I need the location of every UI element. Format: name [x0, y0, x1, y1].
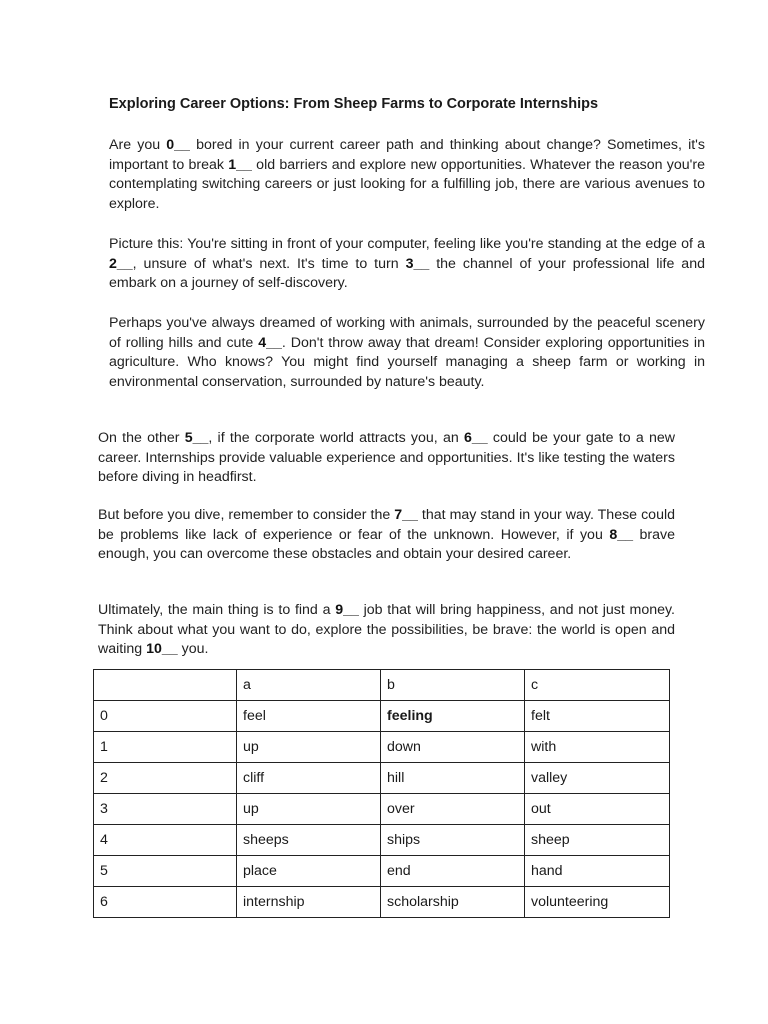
- option-cell-c: sheep: [525, 825, 670, 856]
- document-title: Exploring Career Options: From Sheep Farms to Corporate Internships: [109, 96, 599, 112]
- blank-marker: 3__: [405, 255, 430, 272]
- option-cell-a: sheeps: [237, 825, 381, 856]
- option-cell-b: scholarship: [381, 887, 525, 918]
- paragraph-text: old barriers and explore new opportunities. Whatever the reason you're contemplating switching careers or just looking for a fulfilling job, there are various avenues to explore.: [109, 156, 705, 212]
- paragraph-text: But before you dive, remember to consider the: [98, 507, 395, 523]
- paragraph-text: Are you: [109, 137, 167, 153]
- header-cell-a: a: [237, 670, 381, 701]
- table-row: [94, 856, 670, 887]
- paragraph-text: Ultimately, the main thing is to find a: [98, 602, 336, 618]
- table-row: [94, 732, 670, 763]
- table-header-row: [94, 670, 670, 701]
- question-number-cell: 0: [94, 701, 237, 732]
- option-cell-b: feeling: [381, 701, 525, 732]
- blank-marker: 5__: [184, 430, 209, 446]
- blank-marker: 1__: [228, 156, 252, 173]
- paragraph-text: Perhaps you've always dreamed of working with animals, surrounded by the peaceful scenery of rolling hills and cute: [109, 315, 705, 351]
- option-cell-c: volunteering: [525, 887, 670, 918]
- option-cell-b: hill: [381, 763, 525, 794]
- option-cell-b: down: [381, 732, 525, 763]
- paragraph-text: you.: [177, 641, 209, 658]
- answer-options-table: [93, 669, 670, 918]
- blank-marker: 2__: [109, 255, 133, 272]
- blank-marker: 10__: [146, 641, 178, 658]
- table-row: [94, 763, 670, 794]
- option-cell-c: felt: [525, 701, 670, 732]
- paragraph-text: job that will bring happiness, and not just money. Think about what you want to do, explore the possibilities, be brave: the world is open and waiting: [98, 602, 675, 658]
- question-number-cell: 1: [94, 732, 237, 763]
- paragraph-text: bored in your current career path and thinking about change? Sometimes, it's important to break: [109, 137, 705, 173]
- paragraph-text: . Don't throw away that dream! Consider exploring opportunities in agriculture. Who knows? You might find yourself managing a sheep farm or working in environmental conservation, surrounded by nature's beauty.: [109, 334, 705, 390]
- paragraph-text: Picture this: You're sitting in front of your computer, feeling like you're standing at the edge of a: [109, 236, 705, 252]
- option-cell-a: place: [237, 856, 381, 887]
- paragraph-text: brave enough, you can overcome these obstacles and obtain your desired career.: [98, 526, 676, 563]
- header-cell-c: c: [525, 670, 670, 701]
- table-row: [94, 887, 670, 918]
- paragraph-text: On the other: [98, 430, 185, 446]
- option-cell-c: valley: [525, 763, 670, 794]
- question-number-cell: 6: [94, 887, 237, 918]
- blank-marker: 9__: [335, 602, 359, 618]
- option-cell-a: internship: [237, 887, 381, 918]
- table-row: [94, 794, 670, 825]
- option-cell-a: cliff: [237, 763, 381, 794]
- table-row: [94, 701, 670, 732]
- paragraph-text: could be your gate to a new career. Internships provide valuable experience and opportunities. It's like testing the waters before diving in headfirst.: [98, 430, 675, 486]
- question-number-cell: 2: [94, 763, 237, 794]
- header-cell-blank: [94, 670, 237, 701]
- header-cell-b: b: [381, 670, 525, 701]
- question-number-cell: 3: [94, 794, 237, 825]
- paragraph-text: , unsure of what's next. It's time to turn: [132, 255, 406, 272]
- blank-marker: 4__: [258, 334, 282, 351]
- option-cell-b: over: [381, 794, 525, 825]
- paragraph-2: [109, 235, 705, 294]
- paragraph-text: the channel of your professional life and embark on a journey of self-discovery.: [109, 255, 705, 292]
- paragraph-5: [98, 506, 675, 565]
- paragraph-6: [98, 601, 675, 660]
- paragraph-text: that may stand in your way. These could be problems like lack of experience or fear of the unknown. However, if you: [98, 507, 675, 543]
- blank-marker: 8__: [609, 526, 634, 543]
- option-cell-a: feel: [237, 701, 381, 732]
- option-cell-c: out: [525, 794, 670, 825]
- paragraph-3: [109, 314, 705, 392]
- paragraph-4: [98, 429, 675, 488]
- table-row: [94, 825, 670, 856]
- blank-marker: 0__: [166, 137, 190, 153]
- option-cell-c: with: [525, 732, 670, 763]
- option-cell-b: ships: [381, 825, 525, 856]
- option-cell-c: hand: [525, 856, 670, 887]
- option-cell-a: up: [237, 794, 381, 825]
- paragraph-text: , if the corporate world attracts you, an: [208, 430, 464, 446]
- option-cell-b: end: [381, 856, 525, 887]
- blank-marker: 7__: [394, 507, 418, 523]
- option-cell-a: up: [237, 732, 381, 763]
- question-number-cell: 5: [94, 856, 237, 887]
- question-number-cell: 4: [94, 825, 237, 856]
- blank-marker: 6__: [464, 430, 488, 446]
- paragraph-1: [109, 136, 705, 214]
